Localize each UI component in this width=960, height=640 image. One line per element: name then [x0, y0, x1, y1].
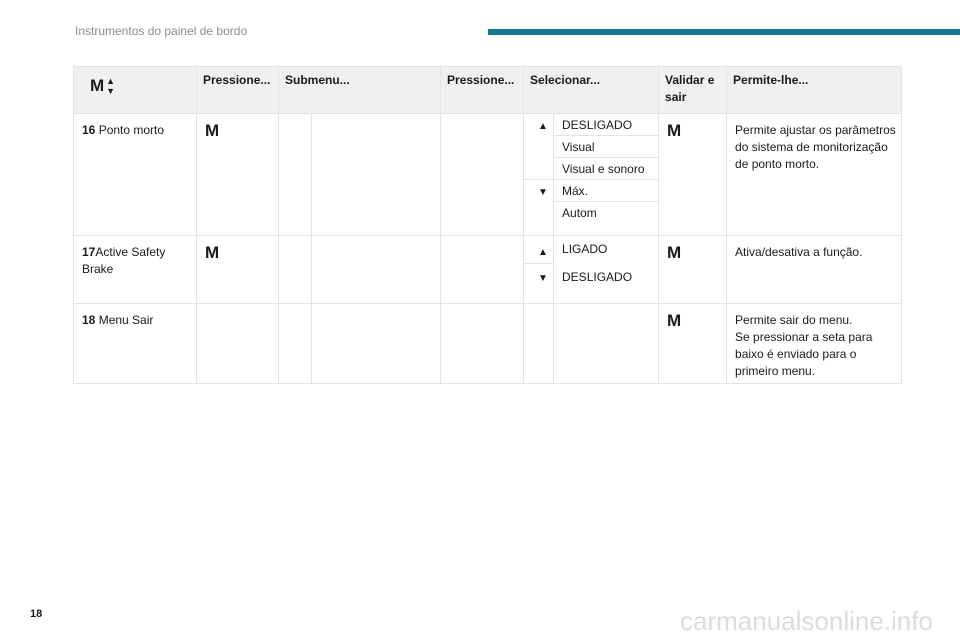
- row-label: Menu Sair: [95, 313, 154, 327]
- arrow-cell: [524, 236, 554, 304]
- validate-cell: [659, 304, 727, 384]
- submenu-cell-b: [312, 114, 441, 236]
- select-option: DESLIGADO: [562, 270, 633, 284]
- table-header-row: [74, 67, 902, 114]
- arrow-up-icon: ▲: [538, 247, 548, 258]
- arrow-down-icon: ▼: [538, 273, 548, 284]
- row-number: 18: [82, 313, 96, 327]
- press-2-cell: [441, 114, 524, 236]
- table-row: [74, 236, 902, 304]
- row-label: Active Safety Brake: [82, 245, 166, 276]
- press-cell: [197, 236, 279, 304]
- press-cell: [197, 304, 279, 384]
- m-button-icon: M: [205, 243, 220, 262]
- page-header-title: Instrumentos do painel de bordo: [75, 24, 248, 38]
- m-up-down-arrows-icon: M ▲ ▼: [90, 76, 116, 96]
- arrow-up-icon: ▲: [538, 121, 548, 132]
- col-header-validate: Validar e sair: [659, 67, 727, 114]
- validate-cell: [659, 114, 727, 236]
- select-cell: [554, 114, 659, 236]
- col-header-allows: Permite-lhe...: [727, 67, 902, 114]
- header-accent-bar: [488, 29, 960, 35]
- row-number: 16: [82, 123, 96, 137]
- select-cell: [554, 236, 659, 304]
- select-option: Autom: [562, 206, 597, 220]
- arrow-down-icon: ▼: [538, 187, 548, 198]
- menu-settings-table: [73, 66, 902, 384]
- submenu-cell-a: [279, 114, 312, 236]
- select-cell: [554, 304, 659, 384]
- col-header-press-2: Pressione...: [441, 67, 524, 114]
- arrow-cell: [524, 304, 554, 384]
- table-row: [74, 114, 902, 236]
- arrow-cell: [524, 114, 554, 236]
- header-icon-cell: [74, 67, 197, 114]
- watermark: carmanualsonline.info: [680, 606, 933, 636]
- select-option: Máx.: [554, 180, 658, 202]
- row-label-cell: [74, 114, 197, 236]
- table-row: [74, 304, 902, 384]
- col-header-select: Selecionar...: [524, 67, 659, 114]
- validate-cell: [659, 236, 727, 304]
- m-button-icon: M: [205, 121, 220, 140]
- submenu-cell-a: [279, 236, 312, 304]
- row-label-cell: [74, 236, 197, 304]
- allows-cell: Permite ajustar os parâmetros do sistema de monitorização de ponto morto.: [727, 114, 902, 236]
- row-label-cell: [74, 304, 197, 384]
- m-button-icon: M: [667, 243, 682, 262]
- allows-cell: Permite sair do menu. Se pressionar a seta para baixo é enviado para o primeiro menu.: [727, 304, 902, 384]
- col-header-press: Pressione...: [197, 67, 279, 114]
- select-option: LIGADO: [562, 242, 608, 256]
- select-option: Visual: [554, 136, 658, 158]
- row-label: Ponto morto: [95, 123, 165, 137]
- select-option: Visual e sonoro: [554, 158, 658, 180]
- row-number: 17: [82, 245, 96, 259]
- press-2-cell: [441, 236, 524, 304]
- m-button-icon: M: [667, 121, 682, 140]
- press-2-cell: [441, 304, 524, 384]
- submenu-cell-b: [312, 304, 441, 384]
- col-header-submenu: Submenu...: [279, 67, 441, 114]
- press-cell: [197, 114, 279, 236]
- submenu-cell-a: [279, 304, 312, 384]
- submenu-cell-b: [312, 236, 441, 304]
- select-option: DESLIGADO: [554, 114, 658, 136]
- m-button-icon: M: [667, 311, 682, 330]
- page-number: 18: [30, 608, 43, 620]
- allows-cell: Ativa/desativa a função.: [727, 236, 902, 304]
